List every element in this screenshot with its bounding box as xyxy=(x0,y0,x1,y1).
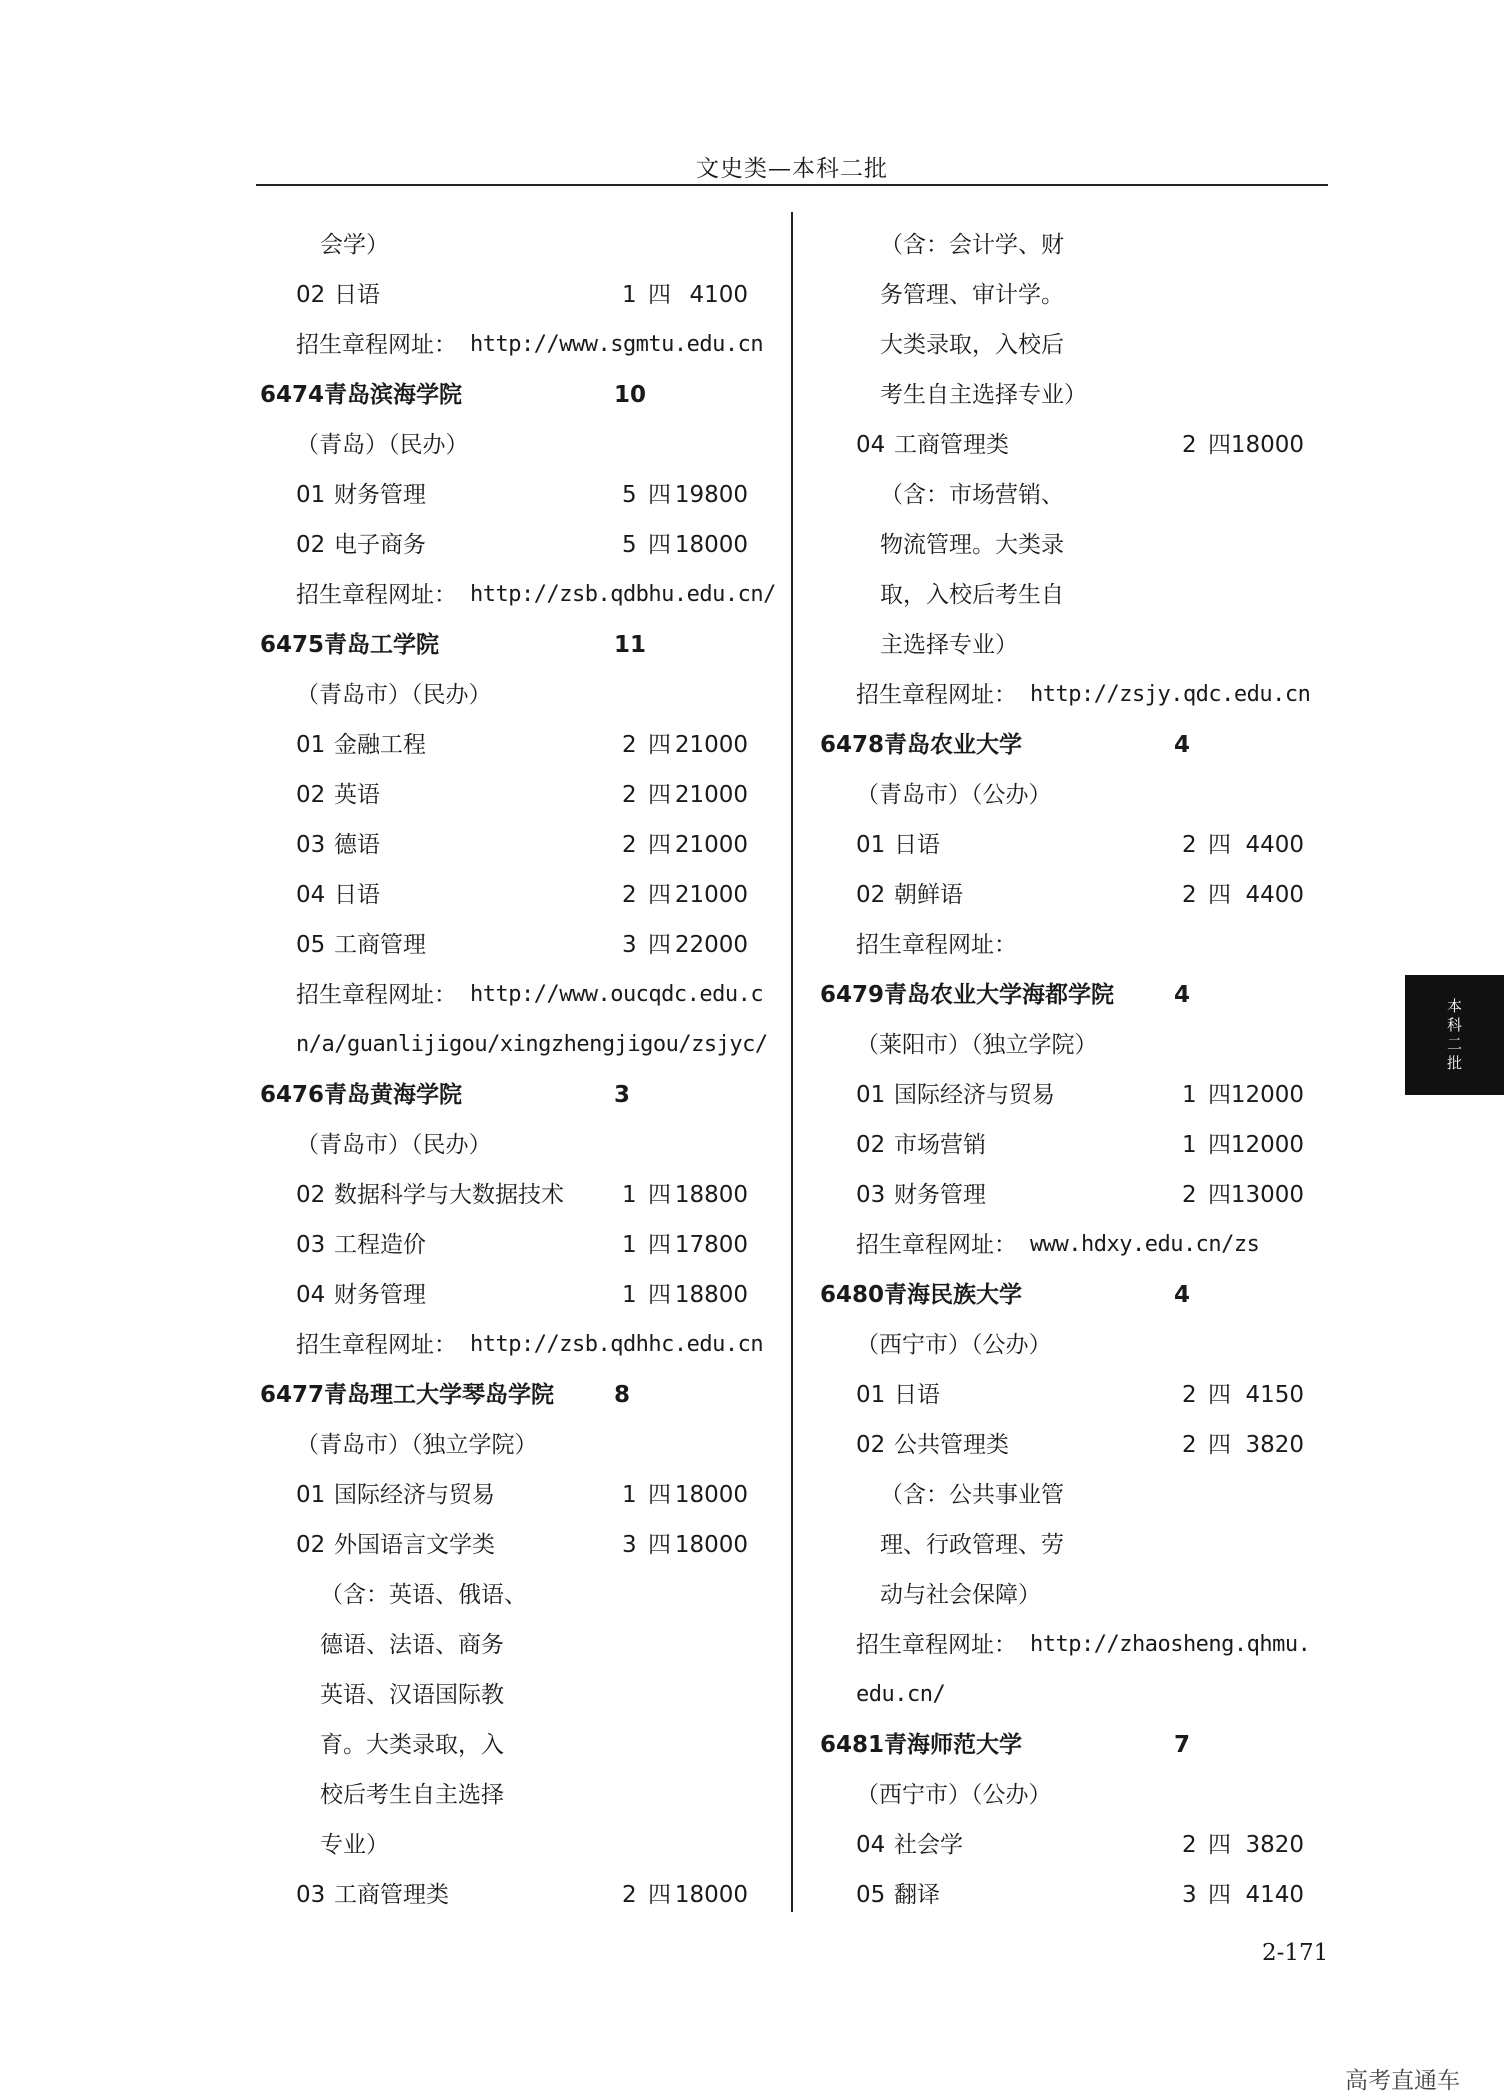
major-name: 财务管理 xyxy=(894,1182,986,1208)
note-text: 大类录取，入校后 xyxy=(880,332,1064,358)
enroll-count: 5 xyxy=(622,532,637,558)
institution-plan-count: 4 xyxy=(1174,1282,1191,1308)
institution-row xyxy=(816,970,1332,1020)
page-number: 2-171 xyxy=(1262,1940,1329,1966)
enroll-count: 1 xyxy=(622,282,637,308)
major-code: 01 xyxy=(856,832,886,858)
note-text: 考生自主选择专业） xyxy=(880,382,1087,408)
institution-location xyxy=(256,1120,776,1170)
url-label: 招生章程网址： xyxy=(856,1232,1017,1258)
institution-code: 6480 xyxy=(820,1282,885,1308)
note-text: 英语、汉语国际教 xyxy=(320,1682,504,1708)
study-years: 四 xyxy=(648,1182,671,1208)
tuition-fee: 22000 xyxy=(674,932,748,958)
major-row xyxy=(256,520,776,570)
institution-location xyxy=(816,1020,1332,1070)
section-side-tab xyxy=(1405,975,1504,1095)
major-code: 04 xyxy=(856,1832,886,1858)
location-text: （青岛市）（独立学院） xyxy=(296,1432,538,1458)
tuition-fee: 4400 xyxy=(1245,832,1304,858)
institution-location xyxy=(256,1420,776,1470)
note-text: 务管理、审计学。 xyxy=(880,282,1064,308)
major-name: 日语 xyxy=(894,832,940,858)
institution-code: 6478 xyxy=(820,732,885,758)
institution-plan-count: 11 xyxy=(614,632,647,658)
major-name: 公共管理类 xyxy=(894,1432,1009,1458)
major-row xyxy=(816,1420,1332,1470)
major-row xyxy=(256,870,776,920)
enroll-count: 3 xyxy=(622,932,637,958)
major-note xyxy=(256,1770,776,1820)
enroll-count: 2 xyxy=(1182,882,1197,908)
study-years: 四 xyxy=(648,732,671,758)
major-row xyxy=(256,720,776,770)
major-note xyxy=(816,370,1332,420)
study-years: 四 xyxy=(1208,882,1231,908)
major-name: 市场营销 xyxy=(894,1132,986,1158)
enroll-count: 1 xyxy=(1182,1082,1197,1108)
institution-code: 6476 xyxy=(260,1082,325,1108)
tuition-fee: 18000 xyxy=(674,1482,748,1508)
institution-name: 青岛黄海学院 xyxy=(324,1082,462,1108)
enroll-count: 2 xyxy=(1182,832,1197,858)
major-name: 日语 xyxy=(334,282,380,308)
url-label: 招生章程网址： xyxy=(296,582,457,608)
enroll-count: 1 xyxy=(622,1282,637,1308)
major-name: 国际经济与贸易 xyxy=(334,1482,495,1508)
institution-name: 青海民族大学 xyxy=(884,1282,1022,1308)
tuition-fee: 18800 xyxy=(674,1282,748,1308)
major-row xyxy=(816,1370,1332,1420)
location-text: （青岛市）（民办） xyxy=(296,682,492,708)
url-label: 招生章程网址： xyxy=(856,1632,1017,1658)
tuition-fee: 18800 xyxy=(674,1182,748,1208)
study-years: 四 xyxy=(648,482,671,508)
side-tab-label: 本科二批 xyxy=(1447,997,1463,1072)
major-name: 工商管理 xyxy=(334,932,426,958)
study-years: 四 xyxy=(1208,1832,1231,1858)
institution-name: 青岛滨海学院 xyxy=(324,382,462,408)
admission-url-row xyxy=(816,1220,1332,1270)
major-note xyxy=(816,220,1332,270)
note-text: （含：市场营销、 xyxy=(880,482,1064,508)
major-row xyxy=(256,1520,776,1570)
major-row xyxy=(816,820,1332,870)
study-years: 四 xyxy=(648,1532,671,1558)
major-row xyxy=(256,770,776,820)
enroll-count: 2 xyxy=(622,732,637,758)
major-name: 翻译 xyxy=(894,1882,940,1908)
study-years: 四 xyxy=(1208,1182,1231,1208)
study-years: 四 xyxy=(648,1282,671,1308)
major-name: 工程造价 xyxy=(334,1232,426,1258)
major-code: 04 xyxy=(296,1282,326,1308)
major-note xyxy=(256,1720,776,1770)
running-header: 文史类—本科二批 xyxy=(696,156,888,182)
url-text: edu.cn/ xyxy=(856,1682,946,1707)
study-years: 四 xyxy=(1208,832,1231,858)
institution-row xyxy=(816,1270,1332,1320)
major-row xyxy=(816,1870,1332,1920)
study-years: 四 xyxy=(648,532,671,558)
institution-name: 青岛农业大学海都学院 xyxy=(884,982,1114,1008)
major-note xyxy=(816,470,1332,520)
major-name: 财务管理 xyxy=(334,1282,426,1308)
tuition-fee: 21000 xyxy=(674,882,748,908)
study-years: 四 xyxy=(1208,1882,1231,1908)
tuition-fee: 12000 xyxy=(1230,1132,1304,1158)
tuition-fee: 4140 xyxy=(1245,1882,1304,1908)
url-label: 招生章程网址： xyxy=(856,682,1017,708)
note-text: 取，入校后考生自 xyxy=(880,582,1064,608)
major-name: 日语 xyxy=(894,1382,940,1408)
tuition-fee: 3820 xyxy=(1245,1432,1304,1458)
note-text: （含：英语、俄语、 xyxy=(320,1582,527,1608)
institution-row xyxy=(256,370,776,420)
institution-plan-count: 8 xyxy=(614,1382,631,1408)
major-name: 日语 xyxy=(334,882,380,908)
tuition-fee: 3820 xyxy=(1245,1832,1304,1858)
note-text: 专业） xyxy=(320,1832,389,1858)
admission-url-row xyxy=(816,920,1332,970)
admission-url-row xyxy=(816,1620,1332,1670)
study-years: 四 xyxy=(1208,1082,1231,1108)
url-text: n/a/guanlijigou/xingzhengjigou/zsjyc/ xyxy=(296,1032,768,1057)
institution-location xyxy=(816,1770,1332,1820)
study-years: 四 xyxy=(648,1232,671,1258)
location-text: （西宁市）（公办） xyxy=(856,1782,1052,1808)
enroll-count: 3 xyxy=(622,1532,637,1558)
major-row xyxy=(256,1270,776,1320)
enroll-count: 2 xyxy=(1182,1382,1197,1408)
institution-code: 6475 xyxy=(260,632,325,658)
note-text: （含：公共事业管 xyxy=(880,1482,1064,1508)
major-name: 社会学 xyxy=(894,1832,963,1858)
tuition-fee: 21000 xyxy=(674,832,748,858)
location-text: （青岛）（民办） xyxy=(296,432,469,458)
major-code: 01 xyxy=(296,732,326,758)
note-text: 理、行政管理、劳 xyxy=(880,1532,1064,1558)
note-text: 德语、法语、商务 xyxy=(320,1632,504,1658)
enroll-count: 1 xyxy=(622,1232,637,1258)
major-name: 金融工程 xyxy=(334,732,426,758)
enroll-count: 2 xyxy=(622,832,637,858)
note-text: （含：会计学、财 xyxy=(880,232,1064,258)
major-row xyxy=(816,420,1332,470)
watermark: 高考直通车 xyxy=(1345,2068,1460,2094)
major-row xyxy=(816,870,1332,920)
tuition-fee: 18000 xyxy=(674,1882,748,1908)
tuition-fee: 13000 xyxy=(1230,1182,1304,1208)
major-name: 电子商务 xyxy=(334,532,426,558)
major-name: 德语 xyxy=(334,832,380,858)
enroll-count: 1 xyxy=(622,1482,637,1508)
tuition-fee: 21000 xyxy=(674,782,748,808)
major-code: 04 xyxy=(296,882,326,908)
header-rule xyxy=(256,184,1328,186)
major-code: 01 xyxy=(296,482,326,508)
major-row xyxy=(816,1070,1332,1120)
study-years: 四 xyxy=(648,1882,671,1908)
study-years: 四 xyxy=(648,832,671,858)
study-years: 四 xyxy=(648,882,671,908)
major-note xyxy=(256,1620,776,1670)
url-label: 招生章程网址： xyxy=(296,332,457,358)
admission-url-row xyxy=(256,320,776,370)
study-years: 四 xyxy=(1208,1432,1231,1458)
major-name: 英语 xyxy=(334,782,380,808)
enroll-count: 2 xyxy=(622,882,637,908)
major-code: 04 xyxy=(856,432,886,458)
major-row xyxy=(816,1170,1332,1220)
url-text: http://zhaosheng.qhmu. xyxy=(1030,1632,1311,1657)
major-code: 02 xyxy=(296,282,326,308)
major-name: 数据科学与大数据技术 xyxy=(334,1182,564,1208)
enroll-count: 3 xyxy=(1182,1882,1197,1908)
institution-plan-count: 3 xyxy=(614,1082,631,1108)
location-text: （青岛市）（公办） xyxy=(856,782,1052,808)
institution-name: 青海师范大学 xyxy=(884,1732,1022,1758)
major-note xyxy=(816,320,1332,370)
institution-plan-count: 7 xyxy=(1174,1732,1191,1758)
column-divider xyxy=(791,212,793,1912)
major-name: 财务管理 xyxy=(334,482,426,508)
url-text: http://zsb.qdbhu.edu.cn/ xyxy=(470,582,776,607)
left-column xyxy=(256,220,776,1920)
note-text: 动与社会保障） xyxy=(880,1582,1041,1608)
major-code: 05 xyxy=(296,932,326,958)
major-code: 03 xyxy=(856,1182,886,1208)
major-code: 02 xyxy=(296,782,326,808)
enroll-count: 2 xyxy=(1182,432,1197,458)
major-row xyxy=(256,920,776,970)
url-text: http://zsjy.qdc.edu.cn xyxy=(1030,682,1311,707)
tuition-fee: 21000 xyxy=(674,732,748,758)
url-text: http://zsb.qdhhc.edu.cn xyxy=(470,1332,764,1357)
institution-plan-count: 10 xyxy=(614,382,647,408)
institution-code: 6477 xyxy=(260,1382,325,1408)
major-name: 国际经济与贸易 xyxy=(894,1082,1055,1108)
url-text: www.hdxy.edu.cn/zs xyxy=(1030,1232,1260,1257)
tuition-fee: 4150 xyxy=(1245,1382,1304,1408)
major-note xyxy=(256,1670,776,1720)
major-code: 03 xyxy=(296,1882,326,1908)
institution-location xyxy=(256,670,776,720)
admission-url-continued xyxy=(256,1020,776,1070)
institution-code: 6479 xyxy=(820,982,885,1008)
major-row xyxy=(816,1820,1332,1870)
note-text: 校后考生自主选择 xyxy=(320,1782,504,1808)
note-text: 物流管理。大类录 xyxy=(880,532,1064,558)
enroll-count: 2 xyxy=(622,1882,637,1908)
institution-location xyxy=(256,420,776,470)
institution-code: 6481 xyxy=(820,1732,885,1758)
note-text: 会学） xyxy=(320,232,389,258)
institution-location xyxy=(816,770,1332,820)
major-code: 02 xyxy=(856,1132,886,1158)
major-note xyxy=(816,620,1332,670)
study-years: 四 xyxy=(648,932,671,958)
admission-url-row xyxy=(256,970,776,1020)
study-years: 四 xyxy=(648,782,671,808)
url-label: 招生章程网址： xyxy=(296,1332,457,1358)
institution-plan-count: 4 xyxy=(1174,732,1191,758)
tuition-fee: 17800 xyxy=(674,1232,748,1258)
admission-url-continued xyxy=(816,1670,1332,1720)
major-code: 02 xyxy=(856,882,886,908)
admission-url-row xyxy=(816,670,1332,720)
major-name: 朝鲜语 xyxy=(894,882,963,908)
major-row xyxy=(256,1470,776,1520)
major-code: 05 xyxy=(856,1882,886,1908)
tuition-fee: 19800 xyxy=(674,482,748,508)
major-row xyxy=(256,1170,776,1220)
admission-url-row xyxy=(256,1320,776,1370)
major-row xyxy=(816,1120,1332,1170)
major-row xyxy=(256,1870,776,1920)
url-text: http://www.oucqdc.edu.c xyxy=(470,982,764,1007)
institution-name: 青岛工学院 xyxy=(324,632,439,658)
institution-code: 6474 xyxy=(260,382,325,408)
major-code: 02 xyxy=(856,1432,886,1458)
admission-url-row xyxy=(256,570,776,620)
institution-row xyxy=(256,1070,776,1120)
enroll-count: 2 xyxy=(1182,1432,1197,1458)
major-note xyxy=(816,270,1332,320)
major-note xyxy=(256,1570,776,1620)
major-code: 03 xyxy=(296,1232,326,1258)
major-row xyxy=(256,270,776,320)
major-row xyxy=(256,820,776,870)
institution-row xyxy=(256,620,776,670)
location-text: （西宁市）（公办） xyxy=(856,1332,1052,1358)
study-years: 四 xyxy=(1208,1382,1231,1408)
major-name: 外国语言文学类 xyxy=(334,1532,495,1558)
study-years: 四 xyxy=(1208,1132,1231,1158)
note-text: 主选择专业） xyxy=(880,632,1018,658)
tuition-fee: 12000 xyxy=(1230,1082,1304,1108)
major-note xyxy=(816,520,1332,570)
major-note xyxy=(816,570,1332,620)
institution-row xyxy=(816,720,1332,770)
tuition-fee: 4400 xyxy=(1245,882,1304,908)
tuition-fee: 4100 xyxy=(689,282,748,308)
enroll-count: 2 xyxy=(622,782,637,808)
major-code: 02 xyxy=(296,1182,326,1208)
institution-plan-count: 4 xyxy=(1174,982,1191,1008)
enroll-count: 5 xyxy=(622,482,637,508)
enroll-count: 2 xyxy=(1182,1832,1197,1858)
url-text: http://www.sgmtu.edu.cn xyxy=(470,332,764,357)
major-name: 工商管理类 xyxy=(894,432,1009,458)
major-code: 03 xyxy=(296,832,326,858)
institution-name: 青岛理工大学琴岛学院 xyxy=(324,1382,554,1408)
major-name: 工商管理类 xyxy=(334,1882,449,1908)
tuition-fee: 18000 xyxy=(674,1532,748,1558)
enroll-count: 2 xyxy=(1182,1182,1197,1208)
major-note xyxy=(816,1520,1332,1570)
study-years: 四 xyxy=(648,282,671,308)
major-row xyxy=(256,1220,776,1270)
institution-row xyxy=(816,1720,1332,1770)
major-code: 01 xyxy=(856,1082,886,1108)
major-note xyxy=(256,1820,776,1870)
study-years: 四 xyxy=(1208,432,1231,458)
location-text: （莱阳市）（独立学院） xyxy=(856,1032,1098,1058)
note-text: 育。大类录取，入 xyxy=(320,1732,504,1758)
location-text: （青岛市）（民办） xyxy=(296,1132,492,1158)
url-label: 招生章程网址： xyxy=(856,932,1017,958)
url-label: 招生章程网址： xyxy=(296,982,457,1008)
major-note xyxy=(256,220,776,270)
major-code: 01 xyxy=(296,1482,326,1508)
major-code: 01 xyxy=(856,1382,886,1408)
enroll-count: 1 xyxy=(1182,1132,1197,1158)
institution-name: 青岛农业大学 xyxy=(884,732,1022,758)
tuition-fee: 18000 xyxy=(674,532,748,558)
major-note xyxy=(816,1470,1332,1520)
tuition-fee: 18000 xyxy=(1230,432,1304,458)
major-note xyxy=(816,1570,1332,1620)
major-code: 02 xyxy=(296,532,326,558)
major-code: 02 xyxy=(296,1532,326,1558)
enroll-count: 1 xyxy=(622,1182,637,1208)
right-column xyxy=(816,220,1332,1920)
study-years: 四 xyxy=(648,1482,671,1508)
institution-location xyxy=(816,1320,1332,1370)
institution-row xyxy=(256,1370,776,1420)
major-row xyxy=(256,470,776,520)
